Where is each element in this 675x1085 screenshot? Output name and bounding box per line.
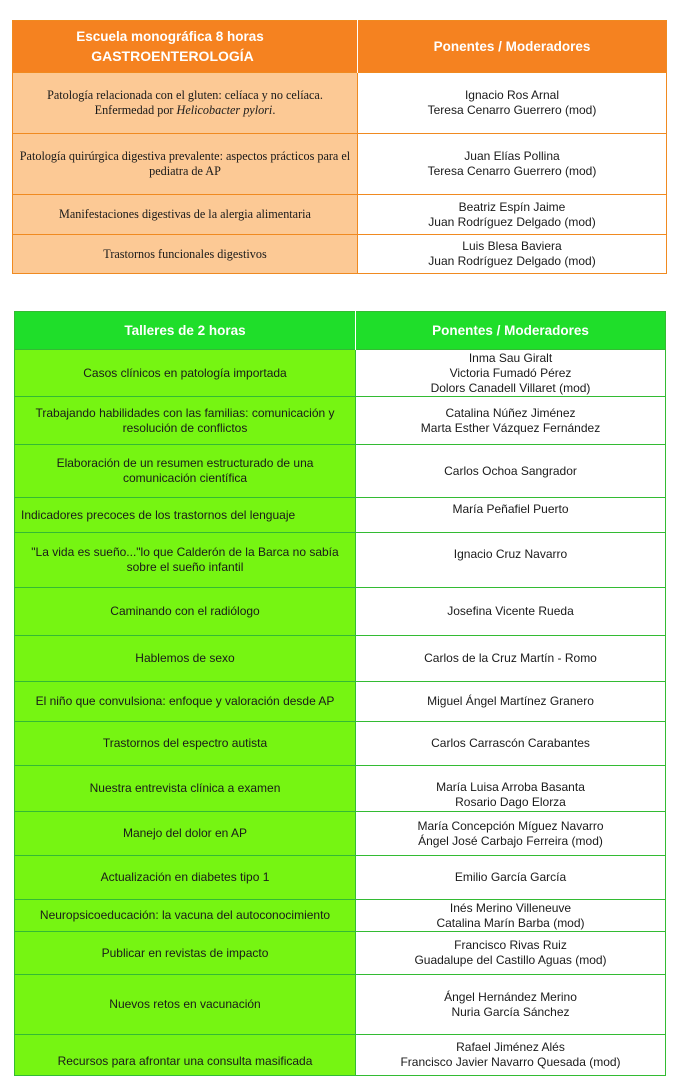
speaker-name: Josefina Vicente Rueda — [447, 604, 574, 618]
table-row — [15, 350, 666, 397]
workshop-topic — [15, 975, 356, 1035]
speaker-name: Juan Rodríguez Delgado (mod) — [428, 214, 596, 229]
table-row — [15, 636, 666, 682]
speaker-name: Carlos Ochoa Sangrador — [444, 463, 577, 478]
table-row — [13, 195, 667, 235]
workshop-topic — [15, 498, 356, 533]
speaker-name: Ignacio Cruz Navarro — [453, 546, 568, 561]
speaker-name: Francisco Rivas Ruiz — [454, 938, 567, 952]
speaker-name: Emilio García García — [454, 870, 567, 884]
workshop-topic-text: El niño que convulsiona: enfoque y valoración desde AP — [35, 694, 335, 708]
table-row — [13, 235, 667, 274]
table-row — [15, 533, 666, 588]
gastro-topic — [13, 73, 358, 134]
talleres-header-title: Talleres de 2 horas — [15, 312, 356, 350]
gastro-speakers — [358, 73, 667, 134]
table-row — [15, 900, 666, 932]
gastro-speakers — [358, 235, 667, 274]
gastro-header-title — [13, 21, 358, 73]
speaker-list — [362, 351, 659, 396]
workshop-topic-text: "La vida es sueño..."lo que Calderón de la Barca no sabía sobre el sueño infantil — [31, 545, 339, 574]
workshop-topic-text: Nuevos retos en vacunación — [109, 997, 261, 1011]
speaker-list — [362, 406, 659, 436]
workshop-topic — [15, 900, 356, 932]
talleres-body — [15, 350, 666, 1076]
speaker-name: Catalina Núñez Jiménez — [445, 405, 576, 420]
workshop-topic-text: Publicar en revistas de impacto — [101, 945, 269, 960]
workshop-speakers — [356, 588, 666, 636]
talleres-header-row — [15, 312, 666, 350]
gastro-topic: Patología quirúrgica digestiva prevalente: aspectos prácticos para el pediatra de AP — [13, 134, 358, 195]
table-row — [15, 766, 666, 812]
workshop-speakers — [356, 975, 666, 1035]
workshop-topic — [15, 397, 356, 445]
speaker-name: Rosario Dago Elorza — [455, 794, 566, 809]
speaker-name: María Concepción Míguez Navarro — [417, 818, 604, 833]
workshop-speakers — [356, 1035, 666, 1076]
workshop-speakers — [356, 812, 666, 856]
workshop-topic — [15, 722, 356, 766]
speaker-list — [362, 736, 659, 751]
workshop-topic-text: Indicadores precoces de los trastornos del lenguaje — [21, 507, 296, 522]
speaker-list — [362, 464, 659, 479]
speaker-list — [362, 547, 659, 562]
speaker-name: Carlos Carrascón Carabantes — [431, 736, 590, 750]
table-row — [15, 397, 666, 445]
gastro-header-line1: Escuela monográfica 8 horas — [76, 29, 264, 44]
speaker-name: Inma Sau Giralt — [468, 350, 553, 365]
table-row — [15, 975, 666, 1035]
speaker-name: Luis Blesa Baviera — [462, 239, 562, 253]
workshop-topic — [15, 636, 356, 682]
speaker-name: Ángel Hernández Merino — [444, 989, 577, 1004]
workshop-topic-text: Hablemos de sexo — [135, 651, 235, 665]
topic-line — [19, 103, 351, 118]
workshop-topic — [15, 932, 356, 975]
speaker-name: Dolors Canadell Villaret (mod) — [430, 380, 591, 395]
topic-text: . — [272, 103, 276, 117]
speaker-name: Carlos de la Cruz Martín - Romo — [424, 651, 597, 665]
table-row — [15, 812, 666, 856]
workshop-topic — [15, 856, 356, 900]
speaker-list — [362, 1040, 659, 1070]
workshop-speakers — [356, 856, 666, 900]
gastro-header-speakers: Ponentes / Moderadores — [358, 21, 667, 73]
talleres-header-speakers: Ponentes / Moderadores — [356, 312, 666, 350]
speaker-list — [362, 870, 659, 885]
workshop-topic-text: Nuestra entrevista clínica a examen — [89, 781, 281, 795]
gastro-topic: Manifestaciones digestivas de la alergia alimentaria — [13, 195, 358, 235]
speaker-name: María Luisa Arroba Basanta — [436, 779, 585, 794]
workshop-speakers — [356, 445, 666, 498]
workshop-topic-text: Recursos para afrontar una consulta masificada — [57, 1053, 313, 1068]
speaker-list — [362, 819, 659, 849]
speaker-list — [362, 694, 659, 709]
workshop-topic — [15, 682, 356, 722]
speaker-name: María Peñafiel Puerto — [452, 501, 569, 516]
speaker-list — [362, 651, 659, 666]
speaker-name: Francisco Javier Navarro Quesada (mod) — [400, 1055, 621, 1069]
speaker-name: Teresa Cenarro Guerrero (mod) — [427, 164, 597, 178]
table-row — [15, 722, 666, 766]
speaker-list — [362, 990, 659, 1020]
topic-text: Enfermedad por — [94, 103, 177, 117]
workshop-speakers — [356, 932, 666, 975]
workshop-speakers — [356, 498, 666, 533]
speaker-name: Teresa Cenarro Guerrero (mod) — [427, 103, 597, 117]
speaker-name: Miguel Ángel Martínez Granero — [427, 694, 594, 708]
table-row — [13, 73, 667, 134]
gastro-header-row — [13, 21, 667, 73]
speaker-name: Ignacio Ros Arnal — [464, 88, 560, 102]
speaker-name: Juan Elías Pollina — [464, 149, 560, 163]
speaker-list — [362, 604, 659, 619]
workshop-topic-text: Casos clínicos en patología importada — [83, 365, 287, 380]
speaker-name: Marta Esther Vázquez Fernández — [420, 420, 601, 435]
workshop-topic — [15, 533, 356, 588]
gastro-table — [12, 20, 667, 274]
workshop-topic — [15, 445, 356, 498]
workshop-topic-text: Caminando con el radiólogo — [110, 604, 260, 618]
speaker-list — [362, 780, 659, 810]
workshop-speakers — [356, 636, 666, 682]
table-row — [15, 682, 666, 722]
workshop-topic-text: Actualización en diabetes tipo 1 — [100, 870, 270, 884]
gastro-speakers — [358, 195, 667, 235]
gastro-speakers — [358, 134, 667, 195]
table-row — [15, 932, 666, 975]
workshop-topic — [15, 1035, 356, 1076]
workshop-speakers — [356, 397, 666, 445]
speaker-list — [362, 901, 659, 931]
speaker-name: Ángel José Carbajo Ferreira (mod) — [418, 833, 603, 848]
workshop-topic-text: Trabajando habilidades con las familias: comunicación y resolución de conflictos — [35, 405, 335, 435]
gastro-topic: Trastornos funcionales digestivos — [13, 235, 358, 274]
workshop-speakers — [356, 722, 666, 766]
workshop-speakers — [356, 900, 666, 932]
topic-line: Patología relacionada con el gluten: celíaca y no celíaca. — [47, 88, 323, 102]
table-row — [15, 1035, 666, 1076]
speaker-name: Catalina Marín Barba (mod) — [436, 915, 585, 930]
workshop-topic — [15, 766, 356, 812]
workshop-topic — [15, 350, 356, 397]
table-row — [15, 498, 666, 533]
speaker-name: Guadalupe del Castillo Aguas (mod) — [414, 953, 607, 967]
workshop-topic-text: Trastornos del espectro autista — [102, 736, 268, 750]
speaker-name: Nuria García Sánchez — [451, 1004, 570, 1019]
gastro-header-line2: GASTROENTEROLOGÍA — [91, 48, 254, 64]
workshop-topic-text: Neuropsicoeducación: la vacuna del autoconocimiento — [39, 908, 331, 922]
workshop-topic — [15, 588, 356, 636]
workshop-speakers — [356, 766, 666, 812]
workshop-topic-text: Manejo del dolor en AP — [122, 826, 248, 840]
topic-italic: Helicobacter pylori — [176, 103, 273, 117]
table-row — [15, 588, 666, 636]
speaker-name: Juan Rodríguez Delgado (mod) — [428, 254, 596, 268]
workshop-topic-text: Elaboración de un resumen estructurado de una comunicación científica — [56, 456, 314, 485]
speaker-list — [362, 502, 659, 517]
table-row — [15, 856, 666, 900]
speaker-list — [362, 938, 659, 968]
speaker-name: Beatriz Espín Jaime — [458, 199, 566, 214]
speaker-name: Inés Merino Villeneuve — [449, 900, 572, 915]
workshop-speakers — [356, 350, 666, 397]
speaker-name: Victoria Fumadó Pérez — [449, 365, 572, 380]
speaker-name: Rafael Jiménez Alés — [456, 1040, 565, 1054]
workshop-speakers — [356, 533, 666, 588]
talleres-table — [14, 311, 666, 1076]
workshop-topic — [15, 812, 356, 856]
table-row — [13, 134, 667, 195]
workshop-speakers — [356, 682, 666, 722]
table-row — [15, 445, 666, 498]
